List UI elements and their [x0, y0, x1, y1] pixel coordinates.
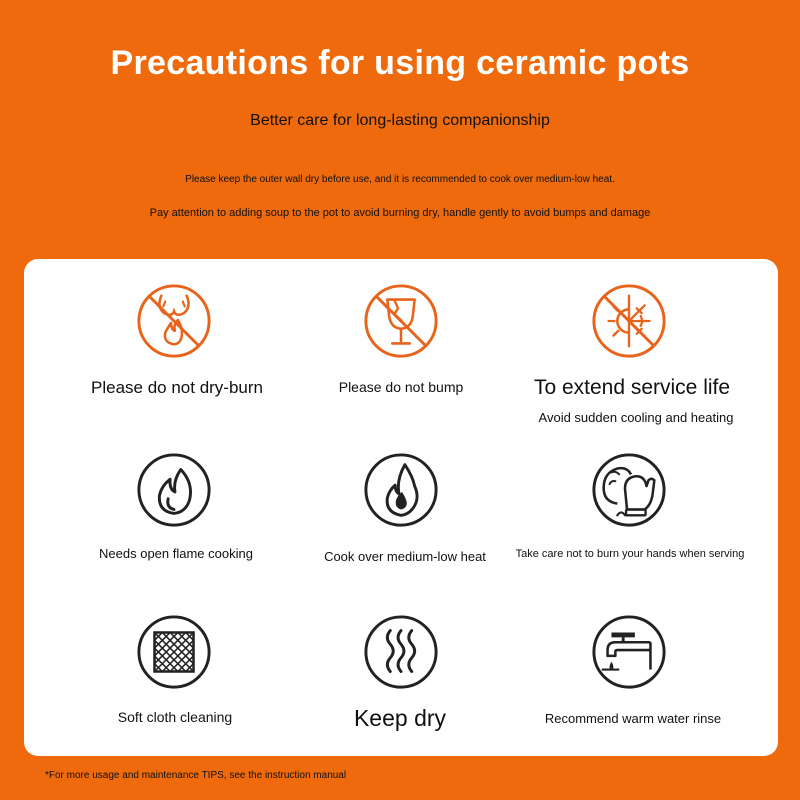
footer-note: *For more usage and maintenance TIPS, see the instruction manual: [45, 770, 347, 781]
tip-label-service-life: To extend service life: [533, 376, 731, 399]
usage-note-2: Pay attention to adding soup to the pot to avoid burning dry, handle gently to avoid bumps and damage: [149, 207, 651, 219]
tip-label-warm-water: Recommend warm water rinse: [544, 711, 722, 726]
oven-mitt-icon: [590, 451, 668, 529]
cloth-mesh-icon: [135, 613, 213, 691]
open-flame-icon: [135, 451, 213, 529]
faucet-icon: [590, 613, 668, 691]
no-bump-icon: [362, 282, 440, 360]
tips-card: [24, 259, 778, 756]
no-sudden-temperature-change-icon: [590, 282, 668, 360]
tip-label-bump: Please do not bump: [338, 379, 464, 395]
page-title: Precautions for using ceramic pots: [110, 44, 690, 82]
tip-label-open-flame: Needs open flame cooking: [99, 546, 253, 561]
tip-label-burn-hands: Take care not to burn your hands when serving: [515, 548, 745, 560]
tip-sublabel-service-life: Avoid sudden cooling and heating: [538, 410, 734, 425]
tip-label-dry-burn: Please do not dry-burn: [91, 378, 263, 397]
no-dry-burn-icon: [135, 282, 213, 360]
tip-label-soft-cloth: Soft cloth cleaning: [117, 709, 233, 725]
steam-icon: [362, 613, 440, 691]
tip-label-keep-dry: Keep dry: [353, 705, 447, 731]
tip-label-medium-low-heat: Cook over medium-low heat: [324, 549, 486, 564]
usage-note-1: Please keep the outer wall dry before use, and it is recommended to cook over medium-low heat.: [185, 174, 615, 185]
medium-low-flame-icon: [362, 451, 440, 529]
page-subtitle: Better care for long-lasting companionship: [250, 112, 550, 129]
